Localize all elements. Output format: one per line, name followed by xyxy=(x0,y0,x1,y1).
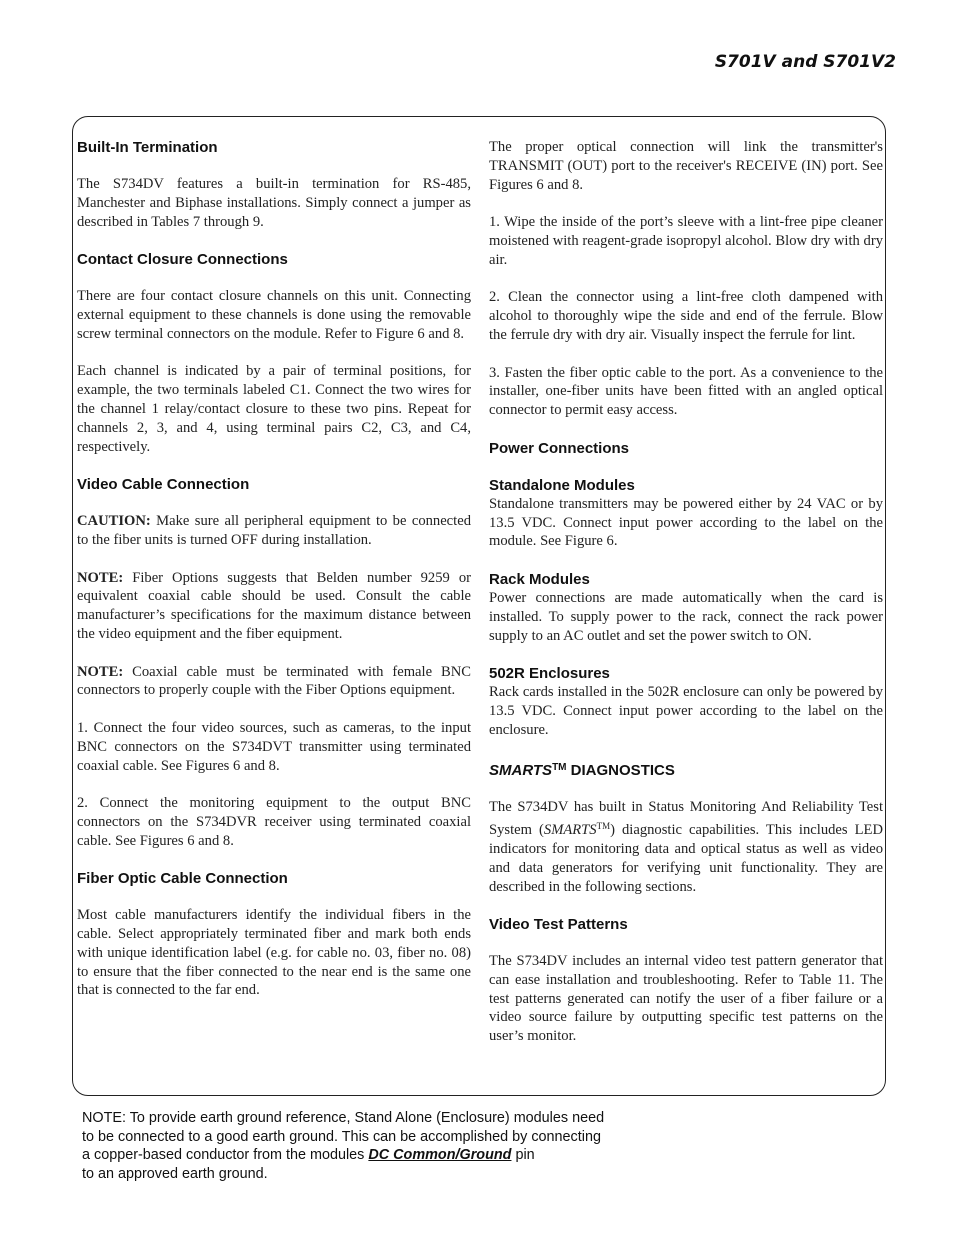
power-connections-heading: Power Connections xyxy=(489,439,630,457)
smarts-text-a: The S734DV has built in Status Monitoring And Reliability Test System ( xyxy=(489,799,883,839)
note1-paragraph xyxy=(77,569,471,644)
enclosures-text: Rack cards installed in the 502R enclosure can only be powered by 13.5 VDC. Connect input power according to the label on the enclosure. xyxy=(489,684,883,738)
fiber-step1: 1. Wipe the inside of the port’s sleeve with a lint-free pipe cleaner moistened with reagent-grade isopropyl alcohol. Blow dry with dry air. xyxy=(489,214,883,268)
page-title: S701V and S701V2 xyxy=(714,52,896,72)
note-line3-b: pin xyxy=(511,1147,535,1164)
video-step2: 2. Connect the monitoring equipment to the output BNC connectors on the S734DVR receiver using terminated coaxial cable. See Figures 6 and 8. xyxy=(77,795,471,849)
caution-text: Make sure all peripheral equipment to be connected to the fiber units is turned OFF during installation. xyxy=(77,513,471,548)
smarts-heading-italic: SMARTS xyxy=(489,762,553,780)
note2-text: Coaxial cable must be terminated with female BNC connectors to properly couple with the Fiber Options equipment. xyxy=(77,663,471,699)
dc-common-ground-label: DC Common/Ground xyxy=(368,1147,512,1164)
smarts-text-tm: TM xyxy=(596,821,611,832)
video-test-patterns-text: The S734DV includes an internal video test pattern generator that can ease installation and troubleshooting. Refer to Table 11. The test patterns generated can notify the user of a fiber failure or a video source failure by outputting specific test patterns on the user’s monitor. xyxy=(489,953,883,1045)
contact-closure-heading: Contact Closure Connections xyxy=(77,251,288,269)
fiber-step2: 2. Clean the connector using a lint-free cloth dampened with alcohol to thoroughly wipe the side and end of the ferrule. Blow the ferrule dry with dry air. Visually inspect the ferrule for lint. xyxy=(489,289,883,343)
standalone-modules-heading: Standalone Modules xyxy=(489,476,635,494)
note-line3-a: a copper-based conductor from the modules xyxy=(82,1147,369,1164)
right-column xyxy=(489,138,883,1065)
caution-paragraph xyxy=(77,512,471,550)
optical-connection-text: The proper optical connection will link the transmitter's TRANSMIT (OUT) port to the receiver's RECEIVE (IN) port. See Figures 6 and 8. xyxy=(489,139,883,193)
video-test-patterns-heading: Video Test Patterns xyxy=(489,916,628,934)
smarts-text-italic: SMARTS xyxy=(543,822,597,839)
builtin-termination-heading: Built-In Termination xyxy=(77,139,218,156)
smarts-diagnostics-text xyxy=(489,798,883,896)
smarts-diagnostics-heading xyxy=(489,758,883,780)
fiber-step3: 3. Fasten the fiber optic cable to the port. As a convenience to the installer, one-fiber units have been fitted with an angled optical connector to permit easy access. xyxy=(489,364,883,419)
rack-modules-heading: Rack Modules xyxy=(489,570,590,588)
enclosures-heading: 502R Enclosures xyxy=(489,665,610,683)
note2-paragraph xyxy=(77,663,471,701)
builtin-termination-text: The S734DV features a built-in termination for RS-485, Manchester and Biphase installations. Simply connect a jumper as described in Tables 7 through 9. xyxy=(77,176,471,230)
contact-closure-p1: There are four contact closure channels on this unit. Connecting external equipment to these channels is done using the removable screw terminal connectors on the module. Refer to Figure 6 and 8. xyxy=(77,288,471,342)
video-cable-heading: Video Cable Connection xyxy=(77,476,250,494)
note-line1: NOTE: To provide earth ground reference, Stand Alone (Enclosure) modules need xyxy=(82,1110,605,1126)
fiber-optic-heading: Fiber Optic Cable Connection xyxy=(77,870,288,888)
note-line3 xyxy=(82,1146,702,1165)
fiber-optic-text: Most cable manufacturers identify the individual fibers in the cable. Select appropriately terminated fiber and mark both ends with unique identification label (e.g. for cable no. 03, fiber no. 08) to ensure that the fiber connected to the near end is the same one that is connected to the far end. xyxy=(77,907,471,999)
note2-label: NOTE: xyxy=(77,663,124,680)
rack-modules-text: Power connections are made automatically when the card is installed. To supply power to the rack, connect the rack power supply to an AC outlet and set the power switch to ON. xyxy=(489,589,883,644)
video-step1: 1. Connect the four video sources, such as cameras, to the input BNC connectors on the S734DVT transmitter using terminated coaxial cable. See Figures 6 and 8. xyxy=(77,719,471,774)
smarts-text-b: ) diagnostic capabilities. This includes LED indicators for monitoring data and optical status as well as video and data generators for verifying unit functionality. They are described in the following sections. xyxy=(489,822,883,895)
standalone-modules-text: Standalone transmitters may be powered either by 24 VAC or by 13.5 VDC. Connect input power according to the label on the module. See Figure 6. xyxy=(489,495,883,550)
note-line4: to an approved earth ground. xyxy=(82,1165,268,1182)
smarts-heading-tm: TM xyxy=(552,762,567,774)
left-column xyxy=(77,138,471,1019)
note1-text: Fiber Options suggests that Belden number 9259 or equivalent coaxial cable should be used. Consult the cable manufacturer’s specifications for the maximum distance between the video equipment and the fiber equipment. xyxy=(77,569,471,642)
contact-closure-p2: Each channel is indicated by a pair of terminal positions, for example, the two terminals labeled C1. Connect the two wires for the channel 1 relay/contact closure to these two pins. Repeat for channels 2, 3, and 4, using terminal pairs C2, C3, and C4, respectively. xyxy=(77,363,471,455)
smarts-heading-rest: DIAGNOSTICS xyxy=(566,762,675,780)
earth-ground-note xyxy=(82,1109,702,1183)
note1-label: NOTE: xyxy=(77,569,124,586)
caution-label: CAUTION: xyxy=(77,513,151,530)
note-line2: to be connected to a good earth ground. This can be accomplished by connecting xyxy=(82,1128,601,1145)
